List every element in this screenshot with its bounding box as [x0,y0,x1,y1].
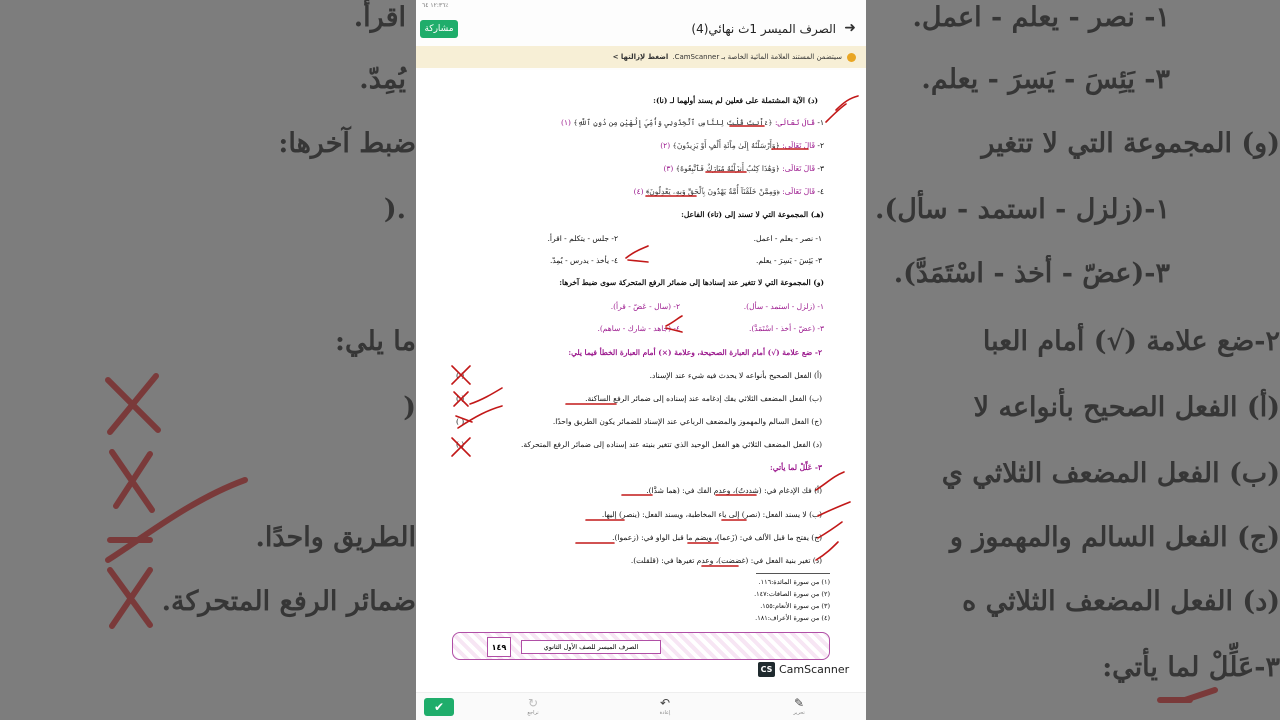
bg-line: الطريق واحدًا. [255,522,416,553]
handwritten-marks [416,70,866,692]
bg-line: ضمائر الرفع المتحركة. [161,586,416,617]
bg-line: (ب) الفعل المضعف الثلاثي ي [941,458,1280,489]
verse-number: ٤- [817,187,824,196]
q2-item: (ج) الفعل السالم والمهموز والمضعف الرباعي عند الإسناد للضمائر يكون الطريق واحدًا. [552,417,822,426]
watermark-banner[interactable] [416,46,866,68]
verse-number: ١- [817,118,824,127]
verse-prefix: قَالَ تَعَالَى: [782,164,816,173]
bg-line: .( [383,194,406,225]
verse-ref: (٣) [663,164,674,173]
q3-item: (ج) يفتح ما قبل الألف في: (زَعما)، ويضم ما قبل الواو في: (زعموا). [612,533,822,542]
answer-bracket: ( ) [456,417,465,426]
bg-line: ٣-عَلِّلْ لما يأتي: [1102,652,1280,683]
q2-heading: ٢- ضع علامة (√) أمام العبارة الصحيحة، وعلامة (×) أمام العبارة الخطأ فيما يلي: [568,348,822,357]
option-item: ٣- يَئِسَ - يَسِرَ - يعلم. [756,256,822,265]
verse-prefix: قَالَ تَعَالَى: [782,187,816,196]
bg-line: (أ) الفعل الصحيح بأنواعه لا [973,392,1280,423]
banner-text: سيتضمن المستند العلامة المائية الخاصة بـ CamScanner. [672,53,842,61]
q3-item: (د) تغير بنية الفعل في: (غضضت)، وعدم تغيرها في: (قلقلت). [630,556,822,565]
remove-watermark-link[interactable]: اضغط لإزالتها > [612,53,669,61]
footnote: (٤) من سورة الأعراف:١٨١. [755,614,830,622]
verse-prefix: قَالَ تَعَالَى: [782,141,816,150]
answer-bracket: ( ) [456,371,465,380]
section-d-heading: (د) الآية المشتملة على فعلين لم يسند أولهما لـ (نا): [653,96,818,105]
footnote: (٢) من سورة الصافات:١٤٧. [754,590,830,598]
q2-item: (د) الفعل المضعف الثلاثي هو الفعل الوحيد الذي تتغير بنيته عند إسناده إلى ضمائر الرفع المتحركة. [521,440,822,449]
verse-ref: (٤) [633,187,644,196]
redo-button[interactable]: ↻ تراجع [518,696,548,716]
share-button[interactable]: مشاركة [420,20,458,38]
verse-ref: (٢) [660,141,671,150]
q2-item: (ب) الفعل المضعف الثلاثي يفك إدغامه عند إسناده إلى ضمائر الرفع الساكنة. [585,394,822,403]
edit-label: تحرير [793,710,805,716]
option-item: ٣- (عضّ - أخذ - اسْتَمَدَّ). [748,324,824,333]
status-right [858,2,860,10]
option-item: ٤- (جاهد - شارك - ساهم). [597,324,680,333]
bg-line: ٣-(عضّ - أخذ - اسْتَمَدَّ). [893,258,1170,289]
answer-bracket: ( ) [456,394,465,403]
verse-text: ﴿وَأَرْسَلْنَٰهُ إِلَىٰ مِاْئَةِ أَلْفٍ أَوْ يَزِيدُونَ﴾ [672,141,780,150]
bg-line: ١- نصر - يعلم - اعمل. [912,2,1170,33]
redo-label: تراجع [527,710,539,716]
q3-item: (ب) لا يسند الفعل: (نصر) إلى ياء المخاطبة، ويسند الفعل: (ينصر) إليها. [601,510,822,519]
verse-ref: (١) [561,118,571,127]
footnote: (٣) من سورة الأنعام:١٥٥. [760,602,830,610]
page-number: ١٤٩ [487,637,511,657]
phone-screen [416,0,866,720]
verse-number: ٢- [817,141,824,150]
option-item: ١- نصر - يعلم - اعمل. [753,234,822,243]
document-title[interactable]: الصرف الميسر 1ث نهائي(4) [691,22,836,36]
camscanner-logo-icon: CS [758,662,775,677]
camscanner-text: CamScanner [779,663,850,676]
undo-label: إعادة [659,710,671,716]
q3-item: (أ) فك الإدغام في: (شددتُ)، وعدم الفك في: (هما شدَّا). [646,486,822,495]
back-arrow-icon[interactable]: ➜ [844,20,856,36]
verse-text: ﴿ءَأَنتَ قُلْتَ لِلنَّاسِ ٱتَّخِذُونِي وَأُمِّيَ إِلَٰهَيْنِ مِن دُونِ ٱللَّهِ﴾ [573,118,773,127]
status-bar [416,0,866,12]
bg-line: (د) الفعل المضعف الثلاثي ه [962,586,1280,617]
crown-icon [847,53,856,62]
undo-button[interactable]: ↶ إعادة [650,696,680,716]
bg-line: ١-(زلزل - استمد - سأل). [875,194,1170,225]
bg-line: يُمِدّ. [359,64,406,95]
bg-line: ٢-ضع علامة (√) أمام العبا [982,326,1280,357]
q2-item: (أ) الفعل الصحيح بأنواعه لا يحدث فيه شيء عند الإسناد. [649,371,822,380]
bg-line: (ج) الفعل السالم والمهموز و [949,522,1280,553]
check-icon[interactable]: ✔ [424,698,454,716]
bg-line: ( [403,392,416,423]
option-item: ٢- (سال - عَضّ - قرأ). [610,302,680,311]
edit-button[interactable]: ✎ تحرير [784,696,814,716]
bg-line: ضبط آخرها: [278,128,416,159]
verse-text: ﴿وَمِمَّنْ خَلَقْنَآ أُمَّةٌ يَهْدُونَ بِٱلْحَقِّ وَبِهِۦ يَعْدِلُونَ﴾ [645,187,780,196]
footer-book-title: الصرف الميسر للصف الأول الثانوي [521,640,661,654]
option-item: ١- (زلزل - استمد - سأل). [743,302,824,311]
footnote: (١) من سورة المائدة:١١٦. [758,578,830,586]
bg-line: ٣- يَئِسَ - يَسِرَ - يعلم. [921,64,1170,95]
bg-line: اقرأ. [353,2,406,33]
q3-heading: ٣- عَلِّلْ لما يأتي: [769,463,822,472]
section-w-heading: (و) المجموعة التي لا تتغير عند إسنادها إلى ضمائر الرفع المتحركة سوى ضبط آخرها: [559,278,824,287]
bottom-toolbar [416,692,866,720]
verse-text: ﴿وَهَٰذَا كِتَٰبٌ أَنزَلْنَٰهُ مُبَارَكٌ فَٱتَّبِعُوهُ﴾ [675,164,780,173]
option-item: ٢- جلس - يتكلم - اقرأ. [547,234,618,243]
verse-number: ٣- [817,164,824,173]
section-h-heading: (هـ) المجموعة التي لا تسند إلى (تاء) الفاعل: [681,210,824,219]
option-item: ٤- يأخذ - يدرس - يُمِدّ. [549,256,618,265]
status-left: ١٢:٣٦ ٦٤٪ [422,2,449,9]
answer-bracket: ( ) [456,440,465,449]
scanned-page [416,70,866,692]
verse-prefix: قَالَ تَعَالَى: [774,118,816,127]
bg-line: (و) المجموعة التي لا تتغير [981,128,1280,159]
app-bar [416,14,866,44]
bg-line: ما يلي: [334,326,416,357]
